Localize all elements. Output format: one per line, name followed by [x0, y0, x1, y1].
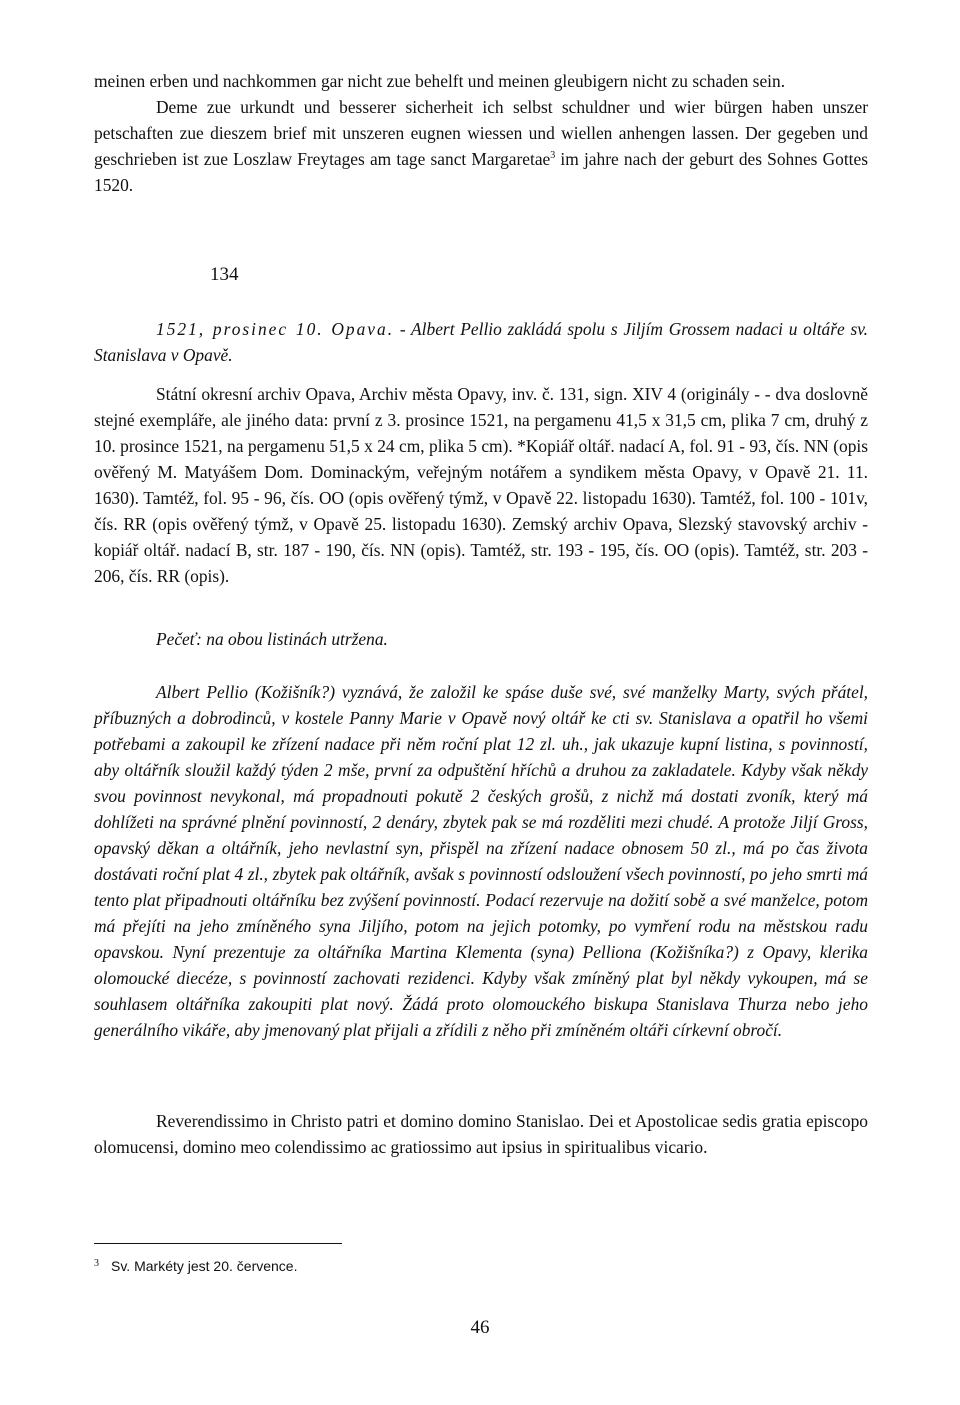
closing-paragraph-text: Deme zue urkundt und besserer sicherheit ich selbst schuldner und wier bürgen haben unszer petschaften zue dieszem brief mit unszeren eugnen wiessen und wiellen anhengen lassen. Der gegeben und geschrieben ist zue Loszlaw Freytages am tage sanct Margaretae: [94, 97, 868, 169]
closing-paragraph: [94, 94, 868, 198]
footnote-text: Sv. Markéty jest 20. července.: [111, 1258, 298, 1274]
seal-note-text: Pečeť: na obou listinách utržena.: [156, 629, 388, 649]
continued-line: meinen erben und nachkommen gar nicht zue behelft und meinen gleubigern nicht zu schaden sein.: [94, 71, 786, 91]
latin-text-body: Reverendissimo in Christo patri et domino domino Stanislao. Dei et Apostolicae sedis gratia episcopo olomucensi, domino meo colendissimo ac gratiossimo aut ipsius in spiritualibus vicario.: [94, 1111, 868, 1157]
heading-summary: - Albert Pellio zakládá spolu s Jiljím Grossem nadaci u oltáře sv. Stanislava v Opavě.: [94, 319, 868, 365]
closing-paragraph-end: im jahre nach der geburt des Sohnes Gottes 1520.: [94, 149, 868, 195]
latin-text: [94, 1108, 868, 1160]
regest-text: Albert Pellio (Kožišník?) vyznává, že založil ke spáse duše své, své manželky Marty, svých přátel, příbuzných a dobrodinců, v kostele Panny Marie v Opavě nový oltář ke cti sv. Stanislava a opatřil ho všemi potřebami a zakoupil ke zřízení nadace při něm roční plat 12 zl. uh., jak ukazuje kupní listina, s povinností, aby oltářník sloužil každý týden 2 mše, první za odpuštění hříchů a druhou za zakladatele. Kdyby však někdy svou povinnost nevykonal, má propadnouti pokutě 2 českých grošů, z nichž má dostati zvoník, který má dohlížeti na správné plnění povinností, 2 denáry, zbytek pak se má rozděliti mezi chudé. A protože Jiljí Gross, opavský děkan a oltářník, jeho nevlastní syn, přispěl na zřízení nadace obnosem 50 zl., má po čas života dostávati roční plat 4 zl., zbytek pak oltářník, avšak s povinností odsloužení všech povinností, po jeho smrti má tento plat připadnouti oltářníku bez zvýšení povinností. Podací rezervuje na dožití sobě a své manželce, potom má přejíti na jeho zmíněného syna Jiljího, potom na jejich potomky, po vymření rodu na městskou radu opavskou. Nyní prezentuje za oltářníka Martina Klementa (syna) Pelliona (Kožišníka?) z Opavy, klerika olomoucké diecéze, s povinností zachovati rezidenci. Kdyby však zmíněný plat byl někdy vykoupen, má se souhlasem oltářníka zakoupiti plat nový. Žádá proto olomouckého biskupa Stanislava Thurza nebo jeho generálního vikáře, aby jmenovaný plat přijali a zřídili z něho při zmíněném oltáři církevní obročí.: [94, 682, 868, 1040]
heading-date: 1521, prosinec 10. Opava.: [156, 319, 395, 339]
regest: [94, 679, 868, 1043]
archive-note-text: Státní okresní archiv Opava, Archiv města Opavy, inv. č. 131, sign. XIV 4 (originály - - dva doslovně stejné exempláře, ale jiného data: první z 3. prosince 1521, na pergamenu 41,5 x 31,5 cm, plika 7 cm, druhý z 10. prosince 1521, na pergamenu 51,5 x 24 cm, plika 5 cm). *Kopiář oltář. nadací A, fol. 91 - 93, čís. NN (opis ověřený M. Matyášem Dom. Dominackým, veřejným notářem a syndikem města Opavy, v Opavě 21. 11. 1630). Tamtéž, fol. 95 - 96, čís. OO (opis ověřený týmž, v Opavě 22. listopadu 1630). Tamtéž, fol. 100 - 101v, čís. RR (opis ověřený týmž, v Opavě 25. listopadu 1630). Zemský archiv Opava, Slezský stavovský archiv - kopiář oltář. nadací B, str. 187 - 190, čís. NN (opis). Tamtéž, str. 193 - 195, čís. OO (opis). Tamtéž, str. 203 - 206, čís. RR (opis).: [94, 384, 868, 586]
seal-note: [94, 626, 868, 652]
archive-note: [94, 381, 868, 589]
footnote: [94, 1256, 297, 1279]
page-number: 46: [470, 1317, 490, 1338]
footnote-divider: [94, 1243, 342, 1244]
document-heading: [94, 316, 868, 368]
footnote-mark: 3: [94, 1258, 99, 1269]
document-number: 134: [210, 264, 239, 285]
footnote-reference: 3: [550, 150, 556, 162]
continued-text: [94, 68, 868, 198]
